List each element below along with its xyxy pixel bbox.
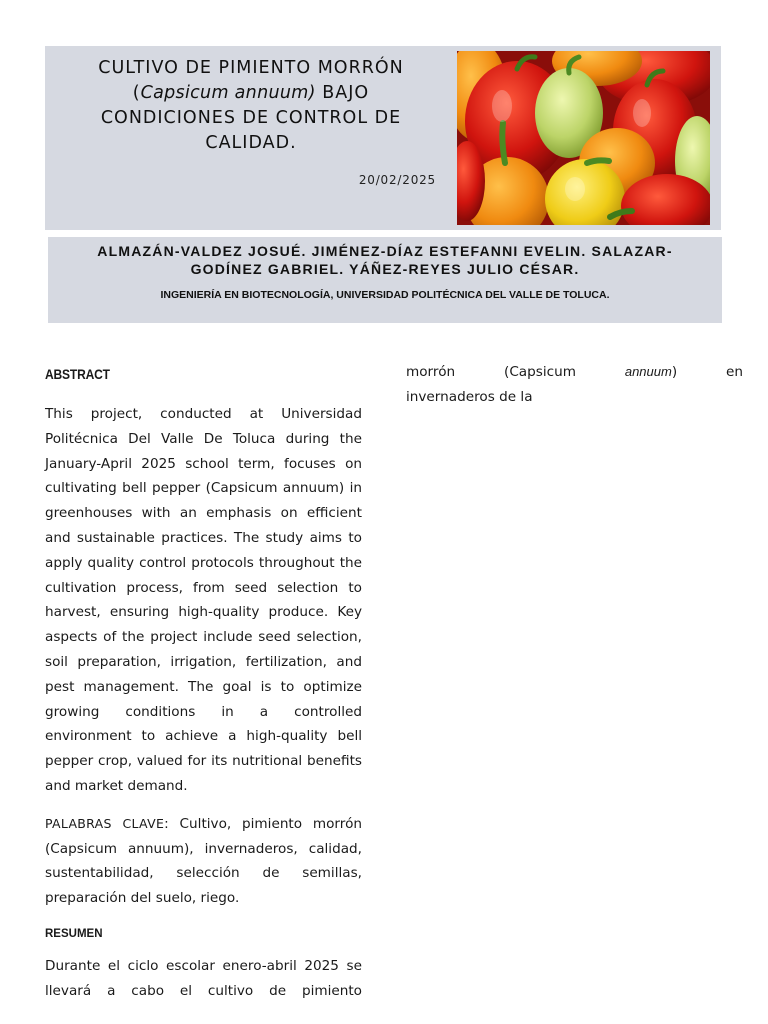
continuation-line2: invernaderos de la (406, 388, 533, 405)
right-column (406, 360, 743, 410)
continuation-line1 (406, 360, 743, 385)
left-column (45, 362, 362, 1004)
title-paren: ( (132, 83, 141, 103)
keywords (45, 812, 362, 911)
keywords-text: Cultivo, pimiento morrón (Capsicum annuum), invernaderos, calidad, sustentabilidad, selección de semillas, preparación del suelo, riego. (45, 815, 363, 907)
title-species: Capsicum annuum) (140, 83, 316, 103)
affiliation: INGENIERÍA EN BIOTECNOLOGÍA, UNIVERSIDAD POLITÉCNICA DEL VALLE DE TOLUCA. (160, 289, 610, 301)
continuation-b: ) en (671, 364, 743, 380)
keywords-colon: : (164, 815, 169, 832)
title-part1: CULTIVO DE PIMIENTO MORRÓN (98, 58, 404, 78)
bell-peppers-photo (457, 51, 710, 225)
continuation-a: morrón (Capsicum (406, 364, 625, 380)
title-part2: BAJO CONDICIONES DE CONTROL DE CALIDAD. (100, 83, 402, 153)
resumen-text: Durante el ciclo escolar enero-abril 2025 se llevará a cabo el cultivo de pimiento (45, 957, 362, 999)
resumen-heading: RESUMEN (45, 927, 103, 940)
publication-date: 20/02/2025 (358, 173, 436, 187)
keywords-label: PALABRAS CLAVE (45, 815, 165, 831)
abstract-text: This project, conducted at Universidad Politécnica Del Valle De Toluca during the January-April 2025 school term, focuses on cultivating bell pepper (Capsicum annuum) in greenhouses with an emphasis on efficient and sustainable practices. The study aims to apply quality control protocols throughout the cultivation process, from seed selection to harvest, ensuring high-quality produce. Key aspects of the project include seed selection, soil preparation, irrigation, fertilization, and pest management. The goal is to optimize growing conditions in a controlled environment to achieve a high-quality bell pepper crop, valued for its nutritional benefits and market demand. (45, 406, 362, 794)
abstract-heading: ABSTRACT (45, 366, 110, 382)
paper-title (62, 56, 440, 156)
continuation-italic: annuum (624, 364, 672, 379)
author-list: ALMAZÁN-VALDEZ JOSUÉ. JIMÉNEZ-DÍAZ ESTEFANNI EVELIN. SALAZAR-GODÍNEZ GABRIEL. YÁÑEZ-REYES JULIO CÉSAR. (97, 243, 673, 277)
